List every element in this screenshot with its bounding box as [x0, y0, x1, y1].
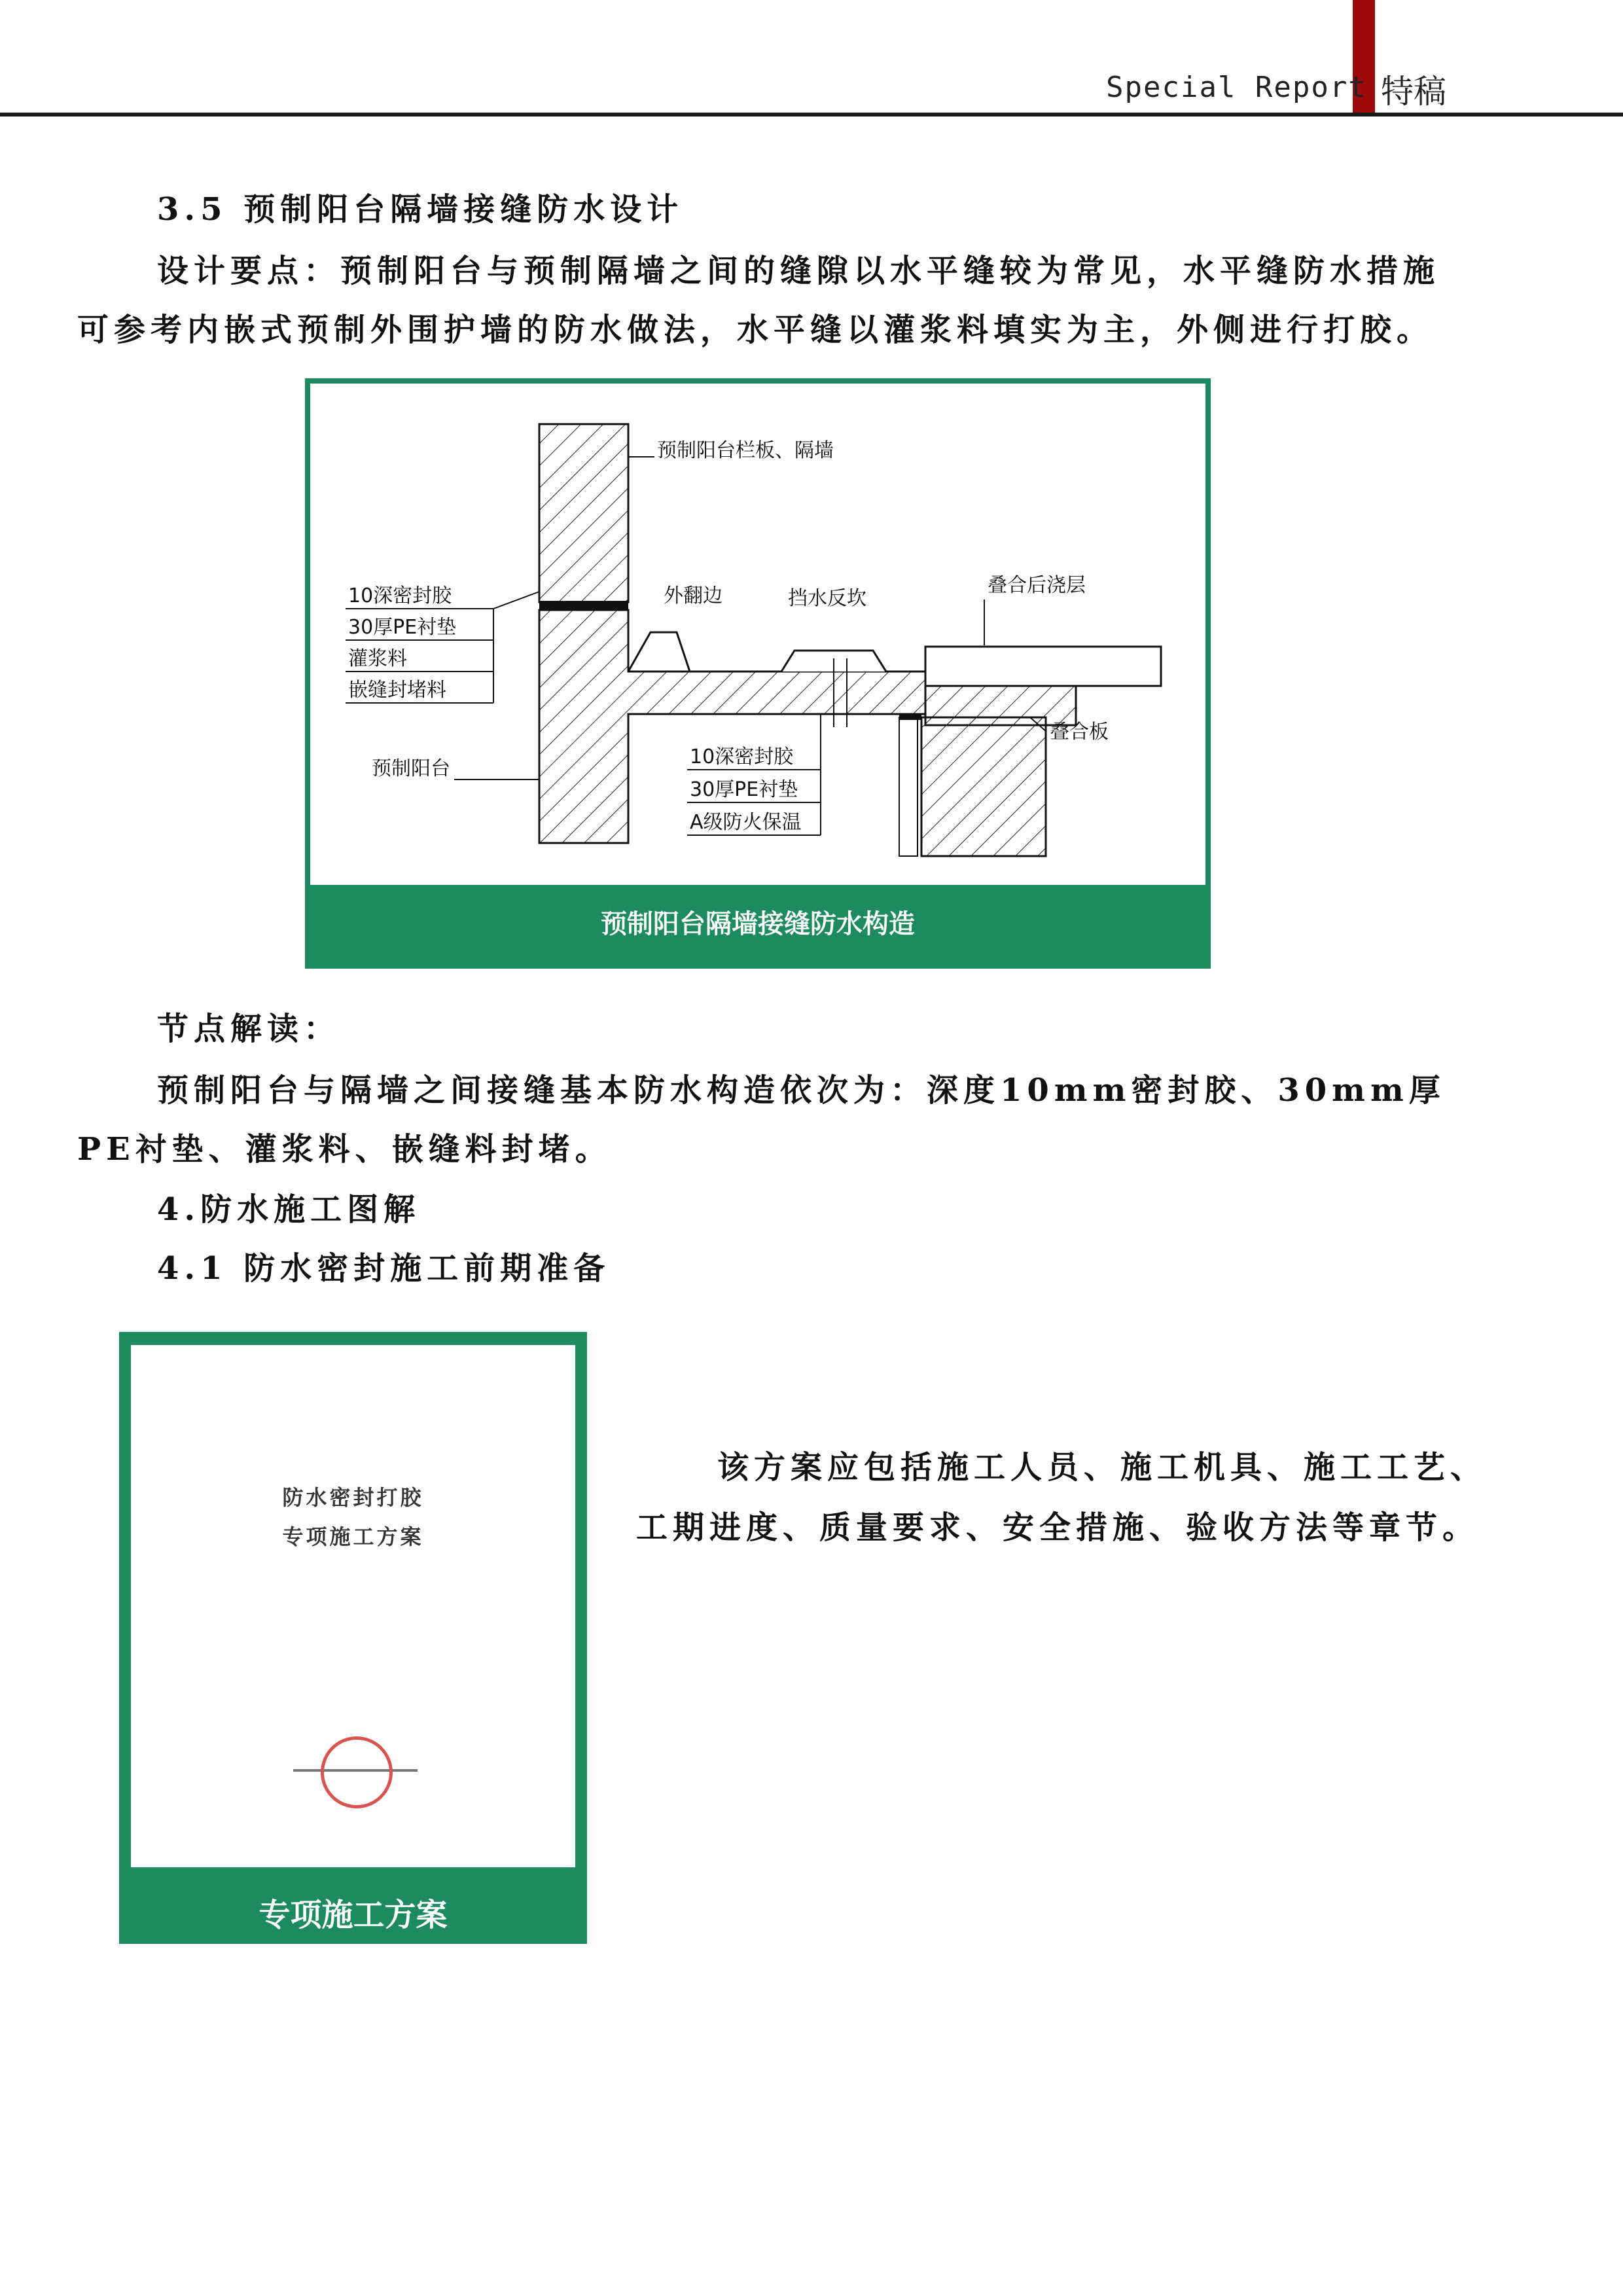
construction-detail-drawing — [310, 384, 1205, 894]
label-left-stack-3: 嵌缝封堵料 — [348, 679, 446, 702]
label-left-stack-2: 灌浆料 — [348, 647, 407, 670]
company-seal-icon — [321, 1736, 393, 1808]
wall-panel — [539, 424, 628, 602]
section-4-heading: 4.防水施工图解 — [157, 1191, 421, 1228]
cover-band-title: 专项施工方案 — [259, 1897, 448, 1933]
label-bottom-stack-1: 30厚PE衬垫 — [690, 778, 798, 801]
insulation-strip — [899, 717, 918, 856]
header-rule — [0, 113, 1623, 117]
cover-title-line1: 防水密封打胶 — [282, 1485, 424, 1510]
construction-plan-cover — [119, 1332, 587, 1944]
label-balcony: 预制阳台 — [372, 757, 450, 780]
label-wall: 预制阳台栏板、隔墙 — [657, 439, 834, 462]
label-topping: 叠合后浇层 — [988, 574, 1086, 597]
label-bottom-stack-0: 10深密封胶 — [690, 745, 794, 768]
node-reading-line1: 预制阳台与隔墙之间接缝基本防水构造依次为：深度10mm密封胶、30mm厚 — [157, 1072, 1446, 1109]
lower-wall — [921, 717, 1046, 856]
balcony-slab — [539, 610, 925, 843]
joint-sealant — [539, 601, 628, 610]
header-english-title: Special Report — [1106, 71, 1367, 104]
label-water-stop: 挡水反坎 — [788, 587, 866, 610]
section-35-paragraph-line2: 可参考内嵌式预制外围护墙的防水做法，水平缝以灌浆料填实为主，外侧进行打胶。 — [77, 312, 1434, 348]
figure-caption: 预制阳台隔墙接缝防水构造 — [601, 909, 915, 939]
side-text-line2: 工期进度、质量要求、安全措施、验收方法等章节。 — [636, 1509, 1480, 1546]
topping-layer — [925, 647, 1161, 686]
node-reading-heading: 节点解读： — [157, 1011, 341, 1047]
label-left-stack-0: 10深密封胶 — [348, 584, 452, 607]
node-reading-line2: PE衬垫、灌浆料、嵌缝料封堵。 — [77, 1131, 612, 1168]
section-35-heading: 3.5 预制阳台隔墙接缝防水设计 — [157, 191, 684, 228]
label-bottom-stack-2: A级防火保温 — [690, 811, 802, 834]
label-outer-flange: 外翻边 — [664, 584, 722, 607]
label-slab: 叠合板 — [1050, 721, 1109, 744]
construction-detail-figure — [305, 378, 1211, 969]
section-41-heading: 4.1 防水密封施工前期准备 — [157, 1250, 611, 1287]
label-left-stack-1: 30厚PE衬垫 — [348, 616, 457, 639]
cover-page — [131, 1345, 575, 1867]
section-35-paragraph-line1: 设计要点：预制阳台与预制隔墙之间的缝隙以水平缝较为常见，水平缝防水措施 — [157, 253, 1440, 289]
cover-title-line2: 专项施工方案 — [282, 1524, 424, 1549]
outer-flange — [628, 632, 690, 672]
figure-caption-band — [310, 885, 1205, 963]
side-text-line1: 该方案应包括施工人员、施工机具、施工工艺、 — [717, 1449, 1488, 1486]
header-chinese-title: 特稿 — [1381, 73, 1446, 111]
